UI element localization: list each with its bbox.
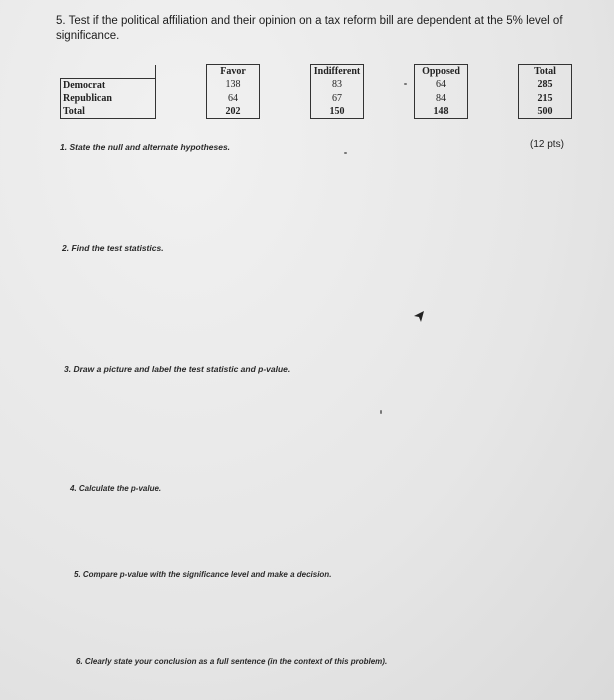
- table-cell: 215: [519, 92, 572, 105]
- ink-speck: [380, 410, 382, 414]
- table-cell: 500: [519, 105, 572, 119]
- table-header-row: [61, 65, 572, 79]
- table-row: [61, 92, 572, 105]
- table-cell: 285: [519, 78, 572, 92]
- table-cell: 64: [207, 92, 260, 105]
- table-cell: 202: [207, 105, 260, 119]
- column-header-favor: Favor: [207, 65, 260, 79]
- question-3: 3. Draw a picture and label the test statistic and p-value.: [64, 364, 291, 374]
- question-4: 4. Calculate the p-value.: [70, 484, 162, 493]
- column-header-total: Total: [519, 65, 572, 79]
- table-corner-cell: [61, 65, 156, 79]
- question-1: 1. State the null and alternate hypotheses.: [60, 142, 231, 152]
- question-6: 6. Clearly state your conclusion as a full sentence (in the context of this problem).: [76, 657, 388, 666]
- table-row: [61, 105, 572, 119]
- column-header-indifferent: Indifferent: [311, 65, 364, 79]
- mouse-cursor-icon: [413, 309, 425, 323]
- contingency-table: [60, 64, 572, 119]
- table-cell: 83: [311, 78, 364, 92]
- ink-speck: [404, 83, 407, 85]
- table-cell: 138: [207, 78, 260, 92]
- table-row: [61, 78, 572, 92]
- question-5: 5. Compare p-value with the significance level and make a decision.: [74, 570, 332, 579]
- ink-speck: [344, 152, 347, 154]
- table-cell: 150: [311, 105, 364, 119]
- question-2: 2. Find the test statistics.: [62, 243, 164, 253]
- row-label-republican: Republican: [61, 92, 156, 105]
- table-cell: 148: [415, 105, 468, 119]
- table-cell: 67: [311, 92, 364, 105]
- problem-prompt: 5. Test if the political affiliation and their opinion on a tax reform bill are dependent at the 5% level of significance.: [56, 15, 563, 42]
- points-label: (12 pts): [530, 139, 564, 150]
- row-label-democrat: Democrat: [61, 78, 156, 92]
- table-cell: 84: [415, 92, 468, 105]
- row-label-total: Total: [61, 105, 156, 119]
- column-header-opposed: Opposed: [415, 65, 468, 79]
- table-cell: 64: [415, 78, 468, 92]
